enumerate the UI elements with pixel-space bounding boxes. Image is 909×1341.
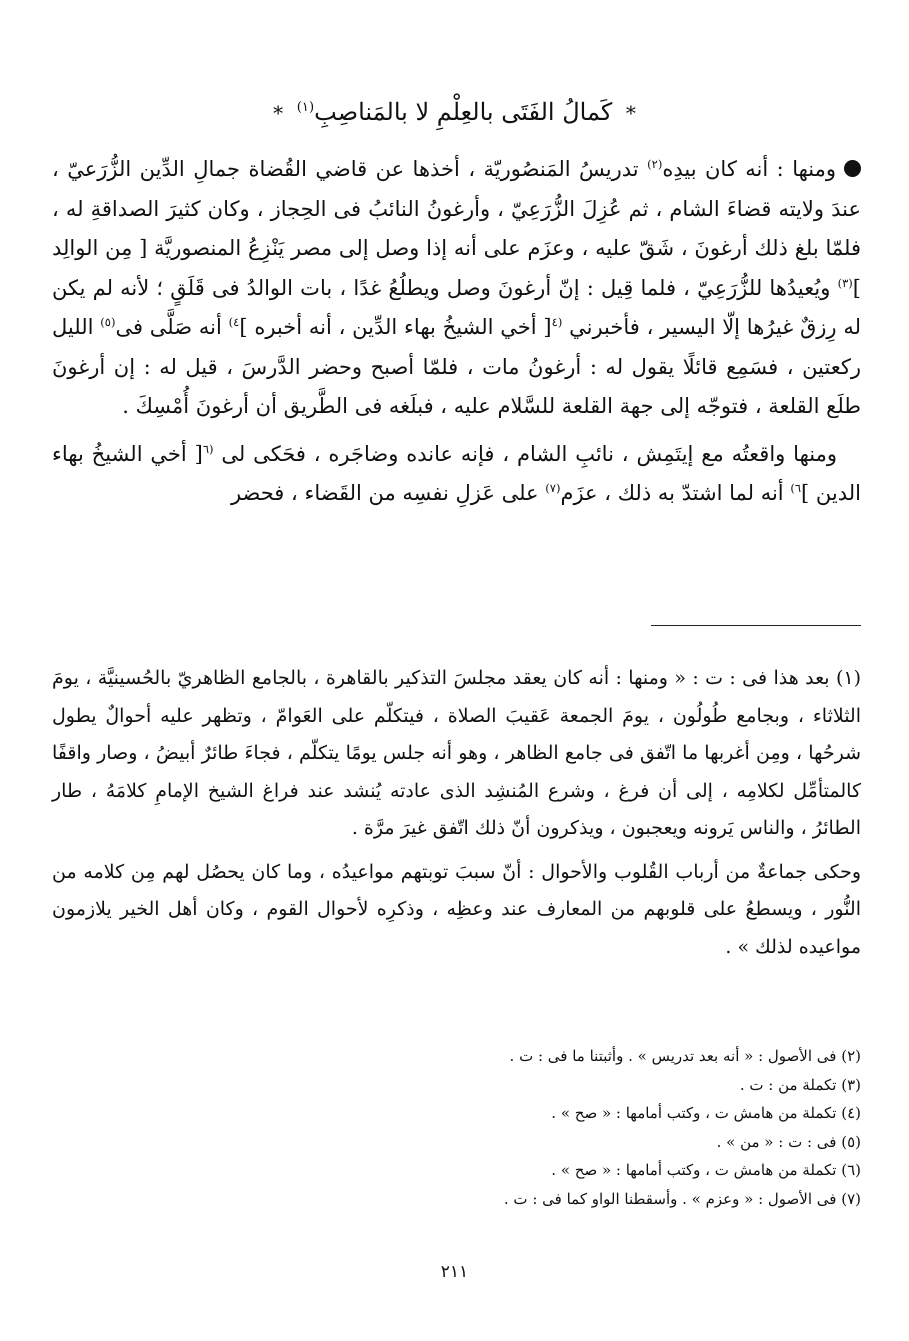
footnote-ref-4-close: ٤)	[228, 315, 240, 329]
footnote-7: (٧) فى الأصول : « وعزم » . وأسقطنا الواو كما فى : ت .	[503, 1189, 861, 1208]
text-run: ومنها : أنه كان بيدِه	[662, 157, 836, 181]
footnote-2: (٢) فى الأصول : « أنه بعد تدريس » . وأثبتنا ما فى : ت .	[509, 1047, 861, 1065]
text-run: على عَزلِ نفسِه من القَضاء ، فحضر	[230, 481, 546, 505]
heading-text: كَمالُ الفَتَى بالعِلْمِ لا بالمَناصِبِ	[314, 98, 613, 126]
footnote-ref-2: (٢)	[647, 157, 663, 171]
section-heading	[0, 92, 909, 133]
footnote-ref-5: (٥)	[100, 315, 116, 329]
main-text	[52, 150, 861, 514]
footnote-label: (١)	[835, 667, 861, 689]
page-number: ٢١١	[440, 1262, 469, 1282]
footnote-ref-3: (٣)	[837, 275, 853, 290]
footnote-5: (٥) فى : ت : « من » .	[716, 1132, 861, 1151]
text-run: تدريسُ المَنصُوريّة ، أخذها عن قاضي القُضاة جمالِ الدِّين الزُّرَعيّ ، عندَ ولايته قضاءَ الشام ، ثم عُزِلَ الزُّرَعِيّ ، وأرغونُ النائبُ فى الحِجاز ، وكان كثيرَ الصداقةِ له ، فلمّا بلغ ذلك أرغونَ ، شَقّ عليه ، وعزَم على أنه إذا وصل إلى مصر يَنْزِعُ المنصوريَّة [ مِن الوالِد ]	[52, 157, 861, 300]
footnote-4: (٤) تكملة من هامش ت ، وكتب أمامها : « صح » .	[551, 1104, 861, 1122]
footnote-6: (٦) تكملة من هامش ت ، وكتب أمامها : « صح » .	[551, 1161, 861, 1179]
footnote-ref-6-open: (٦	[202, 441, 214, 456]
footnote-1-paragraph-2	[52, 854, 861, 967]
text-run: [ أخي الشيخُ بهاء الدِّين ، أنه أخبره ]	[239, 315, 552, 339]
footnote-3: (٣) تكملة من : ت .	[739, 1075, 861, 1094]
footnotes-list	[52, 1042, 861, 1213]
bullet-dot-icon	[844, 160, 861, 177]
footnote-1	[52, 660, 861, 966]
star-ornament-left: *	[273, 101, 284, 125]
footnote-ref-4-open: (٤	[551, 315, 563, 329]
text-run: ويُعيدُها للزُّرَعِيّ ، فلما قِيل : إنّ أرغونَ وصل ويطلُعُ غدًا ، بات الوالدُ فى قَلَقٍ ؛ لأنه لم يكن له رِزقٌ غيرُها إلّا اليسير ، فأخبرني	[52, 275, 862, 339]
footnote-text: بعد هذا فى : ت : « ومنها : أنه كان يعقد مجلسَ التذكير بالقاهرة ، بالجامع الظاهريّ بالحُسينيَّة ، يومَ الثلاثاء ، وبجامع طُولُون ، يومَ الجمعة عَقيبَ الصلاة ، فيتكلّم على العَوامّ ، وتظهر عليه أحوالٌ يطول شرحُها ، ومِن أغربها ما اتّفق فى جامع الظاهر ، وهو أنه جلس يومًا يتكلّم ، فجاءَ طائرٌ أبيضُ ، وصار واقفًا كالمتأمِّل لكلامِه ، إلى أن فرغ ، وشرع المُنشِد الذى عادته يُنشد عند فراغ الشيخ الإمامِ كلامَهُ ، طار الطائرُ ، والناس يَرونه ويعجبون ، ويذكرون أنّ ذلك اتّفق غيرَ مرَّة .	[52, 667, 861, 839]
text-run: [ أخي الشيخُ بهاء الدين ]	[52, 441, 861, 505]
footnote-1-paragraph	[52, 660, 861, 848]
text-run: أنه صَلَّى فى	[115, 315, 229, 339]
text-run: ومنها واقعتُه مع إيتَمِش ، نائبِ الشام ، فإنه عانده وضاجَره ، فحَكى لى	[213, 441, 837, 466]
footnote-ref-6-close: ٦)	[790, 481, 802, 495]
footnote-text: وحكى جماعةٌ من أرباب القُلوب والأحوال : أنّ سببَ توبتهم مواعيدُه ، وما كان يحصُل لهم مِن كلامه من النُّور ، ويسطعُ على قلوبهم من المعارف عند وعظِه ، وذكرِه لأحوال القوم ، وكان أهل الخير يلازمون مواعيده لذلك » .	[52, 860, 861, 958]
footnote-ref-1: (١)	[296, 100, 315, 115]
paragraph-2	[52, 435, 861, 514]
text-run: أنه لما اشتدّ به ذلك ، عزَم	[560, 481, 791, 505]
paragraph-1	[52, 150, 861, 427]
star-ornament-right: *	[625, 101, 636, 125]
text-run: الليل ركعتين ، فسَمِع قائلًا يقول له : أرغونُ مات ، فلمّا أصبح وحضر الدَّرسَ ، قيل له : إن أرغونَ طلَع القلعة ، فتوجّه إلى جهة القلعة للسَّلام عليه ، فبلَغه فى الطَّريق أن أرغونَ أُمْسِكَ .	[52, 315, 861, 418]
footnote-ref-7: (٧)	[545, 481, 561, 495]
footnote-separator	[651, 625, 861, 626]
